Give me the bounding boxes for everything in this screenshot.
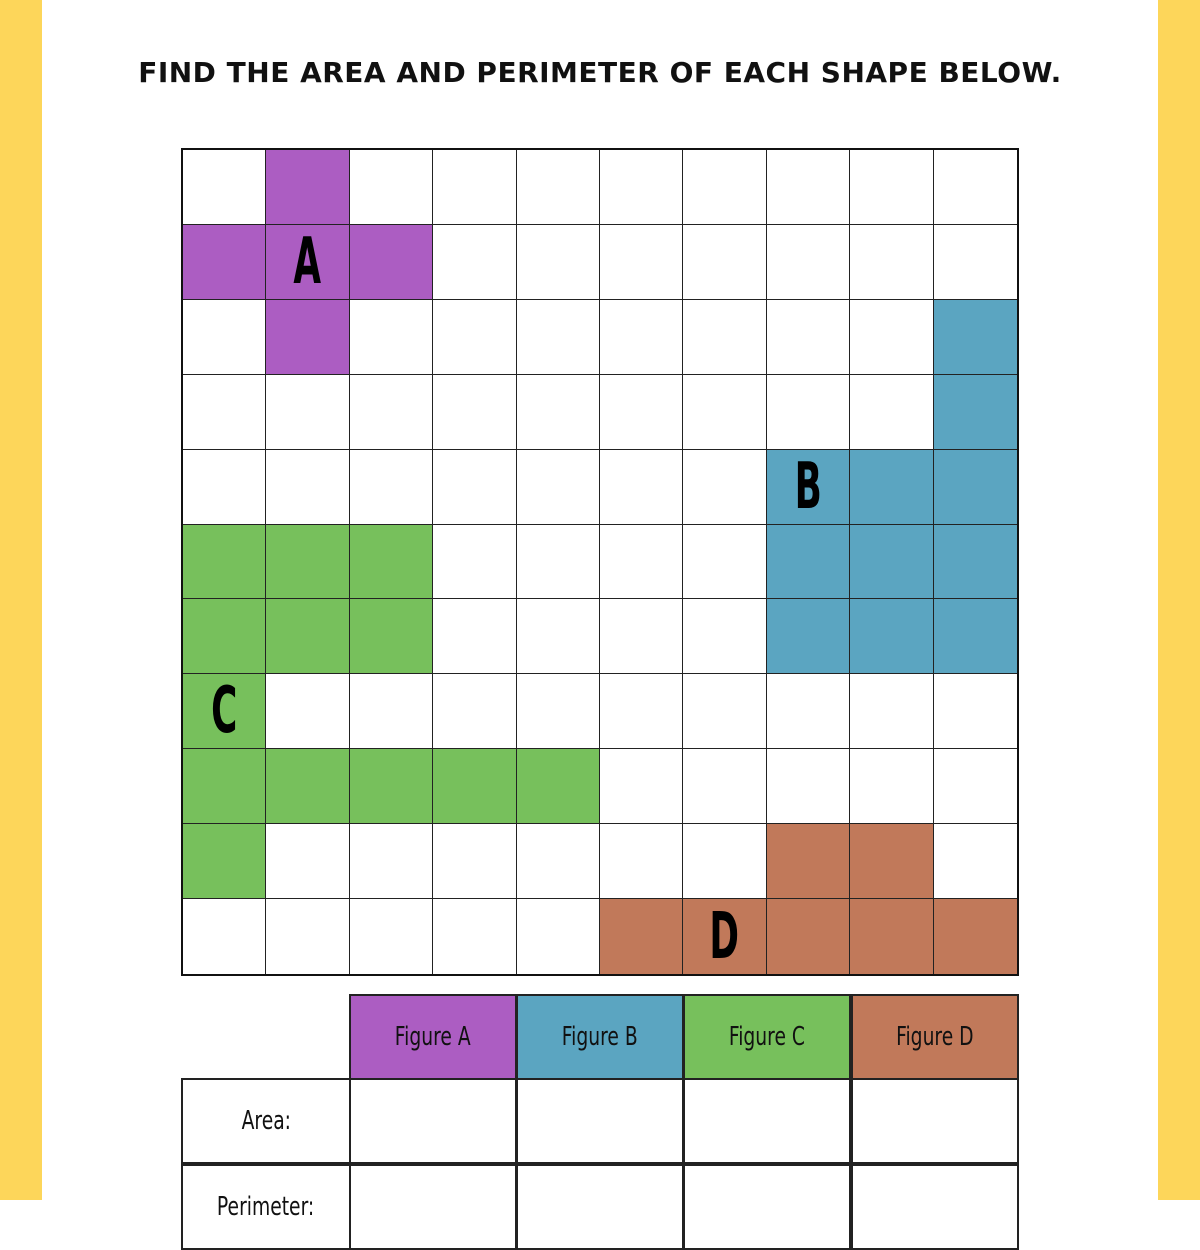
- grid-cell-figure-b: [767, 450, 850, 525]
- grid-cell-figure-b: [850, 450, 933, 525]
- grid-cell-empty: [350, 824, 433, 899]
- grid-cell-empty: [350, 300, 433, 375]
- grid-cell-empty: [683, 824, 766, 899]
- grid-cell-empty: [517, 824, 600, 899]
- shape-grid: [181, 148, 1019, 976]
- grid-cell-figure-c: [183, 749, 266, 824]
- grid-cell-empty: [600, 824, 683, 899]
- grid-cell-empty: [767, 300, 850, 375]
- grid-cell-empty: [350, 150, 433, 225]
- grid-cell-figure-b: [934, 525, 1017, 600]
- left-border: [0, 0, 42, 1200]
- grid-cell-empty: [600, 150, 683, 225]
- grid-cell-empty: [183, 450, 266, 525]
- grid-cell-empty: [433, 899, 516, 974]
- figure-label-c: C: [211, 674, 238, 749]
- header-label: Figure D: [896, 1022, 974, 1052]
- grid-cell-empty: [934, 225, 1017, 300]
- answer-cell-figure-d[interactable]: [851, 1164, 1019, 1250]
- grid-cell-empty: [600, 375, 683, 450]
- grid-cell-empty: [433, 225, 516, 300]
- grid-cell-empty: [934, 674, 1017, 749]
- grid-cell-empty: [767, 225, 850, 300]
- grid-cell-empty: [266, 450, 349, 525]
- grid-cell-empty: [433, 824, 516, 899]
- grid-cell-figure-a: [350, 225, 433, 300]
- grid-cell-figure-d: [767, 824, 850, 899]
- grid-cell-empty: [433, 300, 516, 375]
- answer-cell-figure-d[interactable]: [851, 1078, 1019, 1164]
- grid-cell-empty: [850, 300, 933, 375]
- grid-cell-figure-d: [850, 824, 933, 899]
- grid-cell-figure-c: [266, 525, 349, 600]
- grid-cell-empty: [350, 450, 433, 525]
- grid-cell-figure-c: [183, 525, 266, 600]
- grid-cell-figure-c: [350, 599, 433, 674]
- grid-cell-empty: [433, 525, 516, 600]
- row-label: Perimeter:: [217, 1192, 315, 1222]
- grid-cell-empty: [600, 525, 683, 600]
- row-label: Area:: [241, 1106, 291, 1136]
- grid-cell-empty: [683, 749, 766, 824]
- header-figure-c: [683, 994, 851, 1080]
- grid-cell-figure-a: [266, 300, 349, 375]
- grid-cell-empty: [600, 300, 683, 375]
- answer-cell-figure-a[interactable]: [349, 1164, 517, 1250]
- grid-cell-empty: [183, 150, 266, 225]
- grid-cell-figure-d: [683, 899, 766, 974]
- grid-cell-empty: [683, 674, 766, 749]
- figure-label-b: B: [794, 449, 822, 524]
- grid-cell-figure-c: [183, 824, 266, 899]
- grid-cell-empty: [517, 899, 600, 974]
- grid-cell-empty: [600, 599, 683, 674]
- grid-cell-empty: [767, 674, 850, 749]
- grid-cell-figure-b: [850, 599, 933, 674]
- grid-cell-empty: [517, 375, 600, 450]
- grid-cell-empty: [767, 150, 850, 225]
- header-figure-b: [516, 994, 684, 1080]
- row-label-cell: [181, 1078, 351, 1164]
- grid-cell-empty: [934, 150, 1017, 225]
- grid-cell-empty: [183, 899, 266, 974]
- grid-cell-empty: [517, 450, 600, 525]
- grid-cell-empty: [934, 824, 1017, 899]
- grid-cell-figure-a: [266, 150, 349, 225]
- grid-cell-empty: [683, 300, 766, 375]
- figure-label-a: A: [293, 224, 322, 299]
- grid-cell-figure-a: [266, 225, 349, 300]
- grid-cell-empty: [433, 450, 516, 525]
- grid-cell-empty: [266, 899, 349, 974]
- header-figure-d: [851, 994, 1019, 1080]
- header-label: Figure C: [728, 1022, 806, 1052]
- grid-cell-empty: [433, 599, 516, 674]
- grid-cell-empty: [266, 375, 349, 450]
- header-label: Figure B: [562, 1022, 638, 1052]
- answer-cell-figure-c[interactable]: [683, 1164, 851, 1250]
- grid-cell-empty: [183, 300, 266, 375]
- grid-cell-figure-d: [850, 899, 933, 974]
- grid-cell-figure-b: [934, 300, 1017, 375]
- answer-cell-figure-a[interactable]: [349, 1078, 517, 1164]
- grid-cell-empty: [517, 674, 600, 749]
- grid-cell-empty: [683, 450, 766, 525]
- grid-cell-figure-b: [767, 599, 850, 674]
- grid-cell-empty: [850, 150, 933, 225]
- grid-cell-figure-c: [266, 599, 349, 674]
- grid-cell-figure-d: [934, 899, 1017, 974]
- worksheet-title: FIND THE AREA AND PERIMETER OF EACH SHAPE BELOW.: [138, 56, 1062, 89]
- grid-cell-empty: [600, 450, 683, 525]
- grid-cell-figure-b: [934, 375, 1017, 450]
- grid-cell-figure-d: [600, 899, 683, 974]
- grid-cell-empty: [433, 150, 516, 225]
- grid-cell-figure-c: [350, 749, 433, 824]
- grid-cell-figure-c: [266, 749, 349, 824]
- grid-cell-empty: [683, 599, 766, 674]
- grid-cell-empty: [517, 150, 600, 225]
- grid-cell-empty: [850, 225, 933, 300]
- grid-cell-empty: [850, 749, 933, 824]
- grid-cell-empty: [850, 375, 933, 450]
- grid-cell-empty: [266, 674, 349, 749]
- grid-cell-empty: [266, 824, 349, 899]
- grid-cell-empty: [600, 749, 683, 824]
- grid-cell-figure-b: [767, 525, 850, 600]
- grid-cell-figure-c: [517, 749, 600, 824]
- grid-cell-empty: [517, 525, 600, 600]
- answer-cell-figure-b[interactable]: [516, 1164, 684, 1250]
- grid-cell-empty: [183, 375, 266, 450]
- grid-cell-empty: [683, 525, 766, 600]
- grid-cell-figure-b: [850, 525, 933, 600]
- header-figure-a: [349, 994, 517, 1080]
- grid-cell-empty: [767, 375, 850, 450]
- grid-cell-empty: [517, 599, 600, 674]
- grid-cell-empty: [600, 674, 683, 749]
- grid-cell-figure-b: [934, 450, 1017, 525]
- grid-cell-figure-b: [934, 599, 1017, 674]
- figure-label-d: D: [709, 899, 740, 974]
- row-label-cell: [181, 1164, 351, 1250]
- grid-cell-empty: [683, 375, 766, 450]
- grid-cell-empty: [433, 375, 516, 450]
- grid-cell-empty: [683, 150, 766, 225]
- grid-cell-empty: [850, 674, 933, 749]
- grid-cell-empty: [350, 674, 433, 749]
- grid-cell-empty: [350, 375, 433, 450]
- grid-cell-empty: [517, 225, 600, 300]
- grid-cell-empty: [433, 674, 516, 749]
- grid-cell-figure-c: [433, 749, 516, 824]
- grid-cell-figure-c: [183, 599, 266, 674]
- grid-cell-figure-d: [767, 899, 850, 974]
- grid-cell-empty: [683, 225, 766, 300]
- grid-cell-figure-c: [350, 525, 433, 600]
- grid-cell-figure-a: [183, 225, 266, 300]
- answer-cell-figure-c[interactable]: [683, 1078, 851, 1164]
- grid-cell-empty: [934, 749, 1017, 824]
- right-border: [1158, 0, 1200, 1200]
- grid-cell-figure-c: [183, 674, 266, 749]
- header-label: Figure A: [395, 1022, 471, 1052]
- grid-cell-empty: [767, 749, 850, 824]
- grid-cell-empty: [517, 300, 600, 375]
- grid-cell-empty: [600, 225, 683, 300]
- answer-cell-figure-b[interactable]: [516, 1078, 684, 1164]
- grid-cell-empty: [350, 899, 433, 974]
